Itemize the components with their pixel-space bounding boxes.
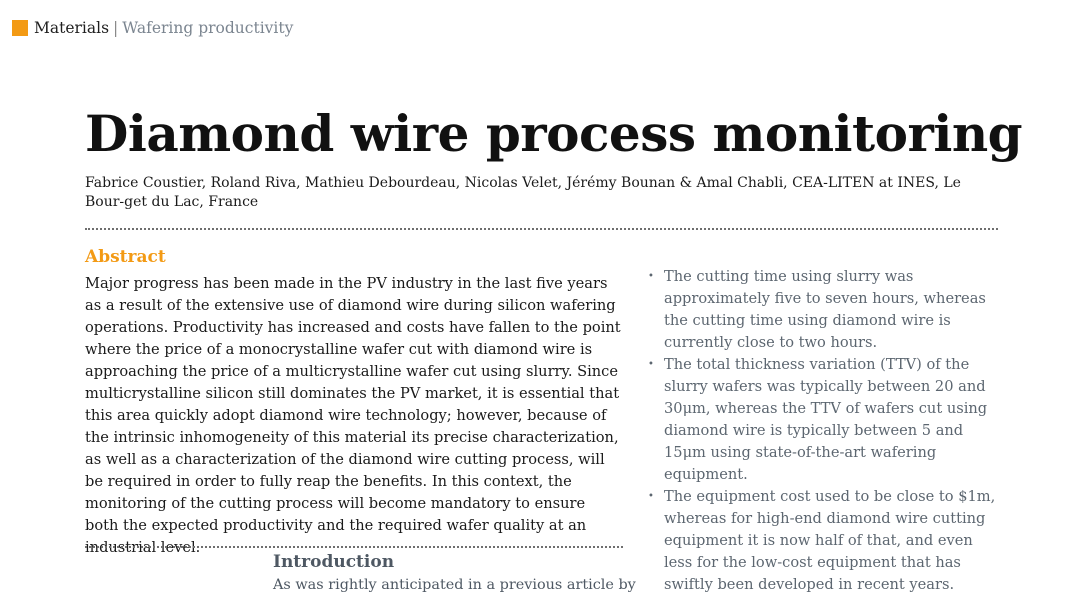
introduction-text: As was rightly anticipated in a previous article by [273,577,636,593]
dotted-divider-abstract [85,546,623,548]
bullet-item: • The cutting time using slurry was approximately five to seven hours, whereas the cutting time using diamond wire is currently close to two hours. [646,266,998,354]
introduction-heading: Introduction [273,552,395,572]
bullet-list [646,266,998,596]
bullet-item: • The equipment cost used to be close to $1m, whereas for high-end diamond wire cutting equipment it is now half of that, and even less for the low-cost equipment that has swiftly been developed in recent years. [646,486,998,596]
section-topic: Wafering productivity [122,19,294,37]
section-separator: | [113,19,119,37]
abstract-heading: Abstract [85,247,166,267]
article-authors: Fabrice Coustier, Roland Riva, Mathieu Debourdeau, Nicolas Velet, Jérémy Bounan & Amal Chabli, CEA-LITEN at INES, Le Bour-get du Lac, France [85,175,961,210]
bullet-item: • The total thickness variation (TTV) of the slurry wafers was typically between 20 and 30μm, whereas the TTV of wafers cut using diamond wire is typically between 5 and 15μm using state-of-the-art wafering equipment. [646,354,998,486]
dotted-divider-top [85,228,998,230]
section-marker-square [12,20,28,36]
article-title: Diamond wire process monitoring [85,104,1023,163]
section-header [12,19,293,37]
abstract-text: Major progress has been made in the PV industry in the last five years as a result of the extensive use of diamond wire during silicon wafering operations. Productivity has increased and costs have fallen to the point where the price of a monocrystalline wafer cut with diamond wire is approaching the price of a multicrystalline wafer cut using slurry. Since multicrystalline silicon still dominates the PV market, it is essential that this area quickly adopt diamond wire technology; however, because of the intrinsic inhomogeneity of this material its precise characterization, as well as a characterization of the diamond wire cutting process, will be required in order to fully reap the benefits. In this context, the monitoring of the cutting process will become mandatory to ensure both the expected productivity and the required wafer quality at an industrial level. [85,275,621,556]
section-label: Materials [34,19,110,37]
